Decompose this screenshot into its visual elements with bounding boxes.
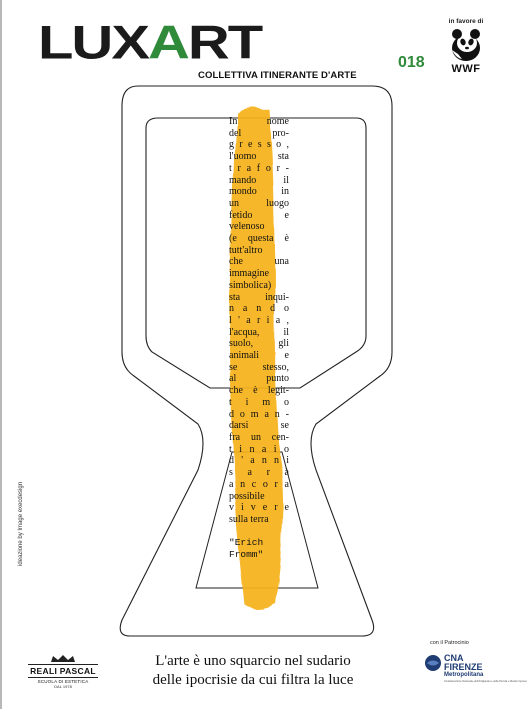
cna-globe-icon [424, 654, 442, 672]
poem-line: darsi se [229, 420, 289, 432]
poem-line: l ' a r i a , [229, 314, 289, 326]
signature-line: "Erich [229, 536, 264, 548]
quote-line-2: delle ipocrisie da cui filtra la luce [152, 672, 354, 688]
poem-line: che una [229, 256, 289, 268]
poem-line: In nome [229, 116, 289, 127]
wwf-wordmark: WWF [451, 63, 481, 75]
poem-line: fra un cen- [229, 431, 289, 443]
poem-line: g r e s s o , [229, 139, 289, 151]
poem-line: n a n d o [229, 303, 289, 315]
poem-line: animali e [229, 350, 289, 362]
logo-green-a: A [148, 15, 188, 70]
poem-line: l'uomo sta [229, 151, 289, 163]
poem-line: velenoso [229, 221, 265, 233]
cna-line-4: Confederazione Nazionale dell'Artigianato e della Piccola e Media Impresa [444, 680, 527, 683]
poem-line: un luogo [229, 197, 289, 209]
poem-line: fetido e [229, 209, 289, 221]
logo-rt: RT [187, 15, 262, 70]
quote-line-1: L'arte è uno squarcio nel sudario [155, 653, 351, 669]
patronage-label: con il Patrocinio [430, 640, 469, 646]
logo-year: 018 [398, 54, 425, 71]
signature-line: Fromm" [229, 548, 264, 560]
poem-line: simbolica) [229, 279, 272, 291]
poem-line: t r a f o r - [229, 162, 289, 174]
poem-line: tutt'altro [229, 244, 263, 256]
school-subtitle: SCUOLA DI ESTETICA [37, 679, 89, 684]
footer-quote [118, 652, 388, 690]
cna-line-1: CNA [444, 653, 464, 663]
poem-line: (e questa è [229, 233, 289, 245]
poem-line: s a r à [229, 467, 289, 479]
poem-line: v i v e r e [229, 502, 289, 514]
poem-line: del pro- [229, 127, 289, 139]
poem-line: d ' a n n i [229, 455, 289, 467]
poem-line: immagine [229, 268, 269, 280]
poem-line: al punto [229, 373, 289, 385]
school-name: REALI PASCAL [28, 664, 98, 678]
poem-line: t i m o [229, 396, 289, 408]
cna-line-3: Metropolitana [444, 672, 484, 678]
logo-lux: LUX [38, 15, 148, 70]
poem-line: suolo, gli [229, 338, 289, 350]
wwf-in-favore-label: in favore di [448, 18, 484, 25]
school-year: DAL 1978 [54, 684, 72, 689]
side-credit: ideazione by Image execdesign [18, 481, 24, 566]
cna-line-2: FIRENZE [444, 662, 483, 672]
poem-line: l'acqua, il [229, 326, 289, 338]
poem-line: possibile [229, 490, 265, 502]
poem-line: t i n a i o [229, 443, 289, 455]
poem-line: a n c o r a [229, 478, 289, 490]
poem-column [229, 116, 289, 561]
poem-line: che è legit- [229, 385, 289, 397]
reali-pascal-logo [28, 654, 98, 689]
poem-line: se stesso, [229, 361, 289, 373]
poem-line: mando il [229, 174, 289, 186]
poem-line: sulla terra [229, 513, 269, 525]
crown-icon [50, 654, 76, 663]
poem-signature [229, 537, 289, 561]
poem-line: sta inqui- [229, 291, 289, 303]
logo-subtitle: COLLETTIVA ITINERANTE D'ARTE [198, 70, 357, 81]
poem-line: d o m a n - [229, 408, 289, 420]
poem-line: mondo in [229, 186, 289, 198]
